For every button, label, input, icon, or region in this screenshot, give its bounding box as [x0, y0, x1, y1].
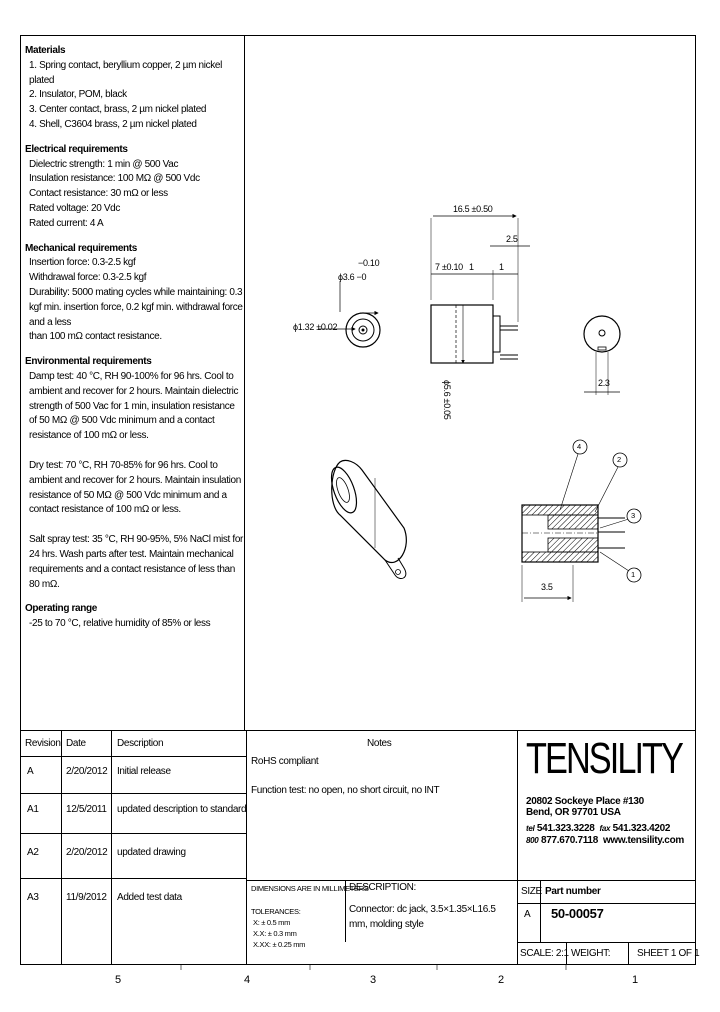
mechanical-item: Insertion force: 0.3-2.5 kgf	[29, 257, 136, 269]
tolerance-xx: X.X: ± 0.3 mm	[253, 929, 297, 938]
materials-item: 3. Center contact, brass, 2 µm nickel plated	[29, 104, 207, 116]
part-number-label: Part number	[545, 886, 601, 897]
electrical-item: Rated current: 4 A	[29, 217, 104, 229]
description-cell: Initial release	[117, 766, 171, 777]
revision-col-line	[61, 730, 62, 965]
date-col-header: Date	[66, 738, 86, 749]
operating-item: -25 to 70 °C, relative humidity of 85% or less	[29, 618, 211, 630]
tollfree-label: 800	[526, 835, 539, 845]
dim-body-length: 7 ±0.10	[435, 262, 463, 272]
materials-item: 2. Insulator, POM, black	[29, 89, 127, 101]
revision-cell: A2	[27, 847, 39, 858]
electrical-item: Rated voltage: 20 Vdc	[29, 202, 121, 214]
materials-item: 4. Shell, C3604 brass, 2 µm nickel plated	[29, 118, 197, 130]
zone-label: 1	[632, 974, 638, 986]
title-block-part-line	[517, 903, 696, 904]
title-block-col-line	[628, 942, 629, 965]
isometric-view	[326, 460, 406, 578]
mechanical-item: Withdrawal force: 0.3-2.5 kgf	[29, 272, 147, 284]
part-number-value: 50-00057	[551, 906, 604, 921]
mechanical-item: Durability: 5000 mating cycles while maintaining: 0.3 kgf min. insertion force, 0.2 kgf min. withdrawal force and a less	[29, 286, 243, 328]
title-block-divider-revisions	[246, 730, 247, 965]
callout-4-label: 4	[577, 442, 581, 451]
dim-side-offset: 2.3	[598, 378, 610, 388]
website-link[interactable]: www.tensility.com	[602, 834, 684, 846]
phone-line	[526, 823, 684, 834]
revision-row-line	[20, 793, 246, 794]
revision-col-header: Revision	[25, 738, 61, 749]
mechanical-item: than 100 mΩ contact resistance.	[29, 331, 162, 343]
date-cell: 11/9/2012	[66, 892, 107, 903]
weight-label: WEIGHT:	[571, 948, 611, 959]
dim-step-b: 1	[499, 262, 504, 272]
callout-1-label: 1	[631, 570, 635, 579]
scale-value: SCALE: 2:1	[520, 948, 569, 959]
address-line: Bend, OR 97701 USA	[526, 807, 621, 819]
tollfree-value: 877.670.7118	[540, 834, 598, 846]
title-block-top-line	[20, 730, 696, 731]
size-label: SIZE	[521, 886, 542, 897]
title-block-divider-logo	[517, 730, 518, 965]
section-view	[522, 505, 625, 602]
dimensions-note: DIMENSIONS ARE IN MILLIMETERS	[251, 884, 369, 893]
zone-label: 3	[370, 974, 376, 986]
tolerances-label: TOLERANCES:	[251, 907, 301, 916]
tel-label: tel	[526, 824, 535, 834]
revision-cell: A3	[27, 892, 39, 903]
tel-value: 541.323.3228	[536, 823, 595, 835]
dim-overall-length: 16.5 ±0.50	[453, 204, 493, 214]
title-block-mid-line	[246, 880, 696, 881]
sheet-count: SHEET 1 OF 1	[637, 948, 700, 959]
notes-line: RoHS compliant	[251, 756, 319, 767]
zone-label: 2	[498, 974, 504, 986]
electrical-heading: Electrical requirements	[25, 143, 128, 155]
dim-bore: ϕ3.6 −0	[338, 272, 367, 282]
title-block-scale-line	[517, 942, 696, 943]
dim-section-length: 3.5	[541, 582, 553, 592]
dim-pin-dia: ϕ1.32 ±0.02	[293, 322, 338, 332]
environmental-heading: Environmental requirements	[25, 356, 152, 368]
description-label: DESCRIPTION:	[349, 882, 416, 893]
company-address	[526, 796, 684, 846]
date-cell: 2/20/2012	[66, 847, 108, 858]
environmental-item: Dry test: 70 °C, RH 70-85% for 96 hrs. Cool to ambient and recover for 2 hours. Maintain insulation resistance of 50 MΩ @ 500 Vdc minimum and a contact resistance of 100 mΩ or less.	[29, 459, 241, 516]
notes-heading: Notes	[367, 738, 392, 749]
electrical-item: Contact resistance: 30 mΩ or less	[29, 188, 168, 200]
revision-cell: A1	[27, 804, 39, 815]
tollfree-line	[526, 835, 684, 846]
description-cell: updated drawing	[117, 847, 186, 858]
revision-header-line	[20, 756, 246, 757]
date-cell: 2/20/2012	[66, 766, 108, 777]
materials-heading: Materials	[25, 45, 66, 56]
callout-2-label: 2	[617, 455, 621, 464]
callout-3-label: 3	[631, 511, 635, 520]
revision-row-line	[20, 878, 246, 879]
dim-outer-dia: ϕ5.6 ±0.05	[442, 380, 452, 420]
operating-heading: Operating range	[25, 603, 97, 615]
size-value: A	[524, 909, 531, 920]
zone-ticks	[181, 965, 566, 970]
zone-label: 5	[115, 974, 121, 986]
dim-step-a: 1	[469, 262, 474, 272]
environmental-item: Damp test: 40 °C, RH 90-100% for 96 hrs. Cool to ambient and recover for 2 hours. Maintain dielectric strength of 500 Vac for 1 min, insulation resistance of 50 MΩ @ 500 Vdc minimum and a contact resistance of 100 mΩ or less.	[29, 370, 239, 442]
electrical-item: Dielectric strength: 1 min @ 500 Vac	[29, 158, 179, 170]
environmental-item: Salt spray test: 35 °C, RH 90-95%, 5% NaCl mist for 24 hrs. Wash parts after test. Maintain mechanical requirements and a contact resistance of less than 80 mΩ.	[29, 534, 244, 590]
address-line: 20802 Sockeye Place #130	[526, 796, 644, 807]
part-description: Connector: dc jack, 3.5×1.35×L16.5 mm, molding style	[349, 904, 496, 930]
date-cell: 12/5/2011	[66, 804, 107, 815]
materials-item: 1. Spring contact, beryllium copper, 2 µm nickel plated	[29, 59, 222, 86]
revision-cell: A	[27, 766, 34, 777]
dim-tolerance-top: −0.10	[358, 258, 380, 268]
notes-line: Function test: no open, no short circuit, no INT	[251, 785, 440, 796]
zone-label: 4	[244, 974, 250, 986]
description-cell: Added test data	[117, 892, 182, 903]
description-col-header: Description	[117, 738, 164, 749]
electrical-item: Insulation resistance: 100 MΩ @ 500 Vdc	[29, 173, 200, 185]
tolerance-x: X: ± 0.5 mm	[253, 918, 291, 927]
dim-pin-spacing: 2.5	[506, 234, 518, 244]
revision-row-line	[20, 833, 246, 834]
tolerance-xxx: X.XX: ± 0.25 mm	[253, 940, 306, 949]
company-logo: TENSILITY	[526, 734, 682, 783]
fax-label: fax	[599, 824, 611, 834]
revision-col-line	[111, 730, 112, 965]
description-cell: updated description to standard	[117, 804, 247, 815]
mechanical-heading: Mechanical requirements	[25, 242, 137, 254]
fax-value: 541.323.4202	[612, 823, 671, 835]
front-view	[318, 281, 380, 347]
